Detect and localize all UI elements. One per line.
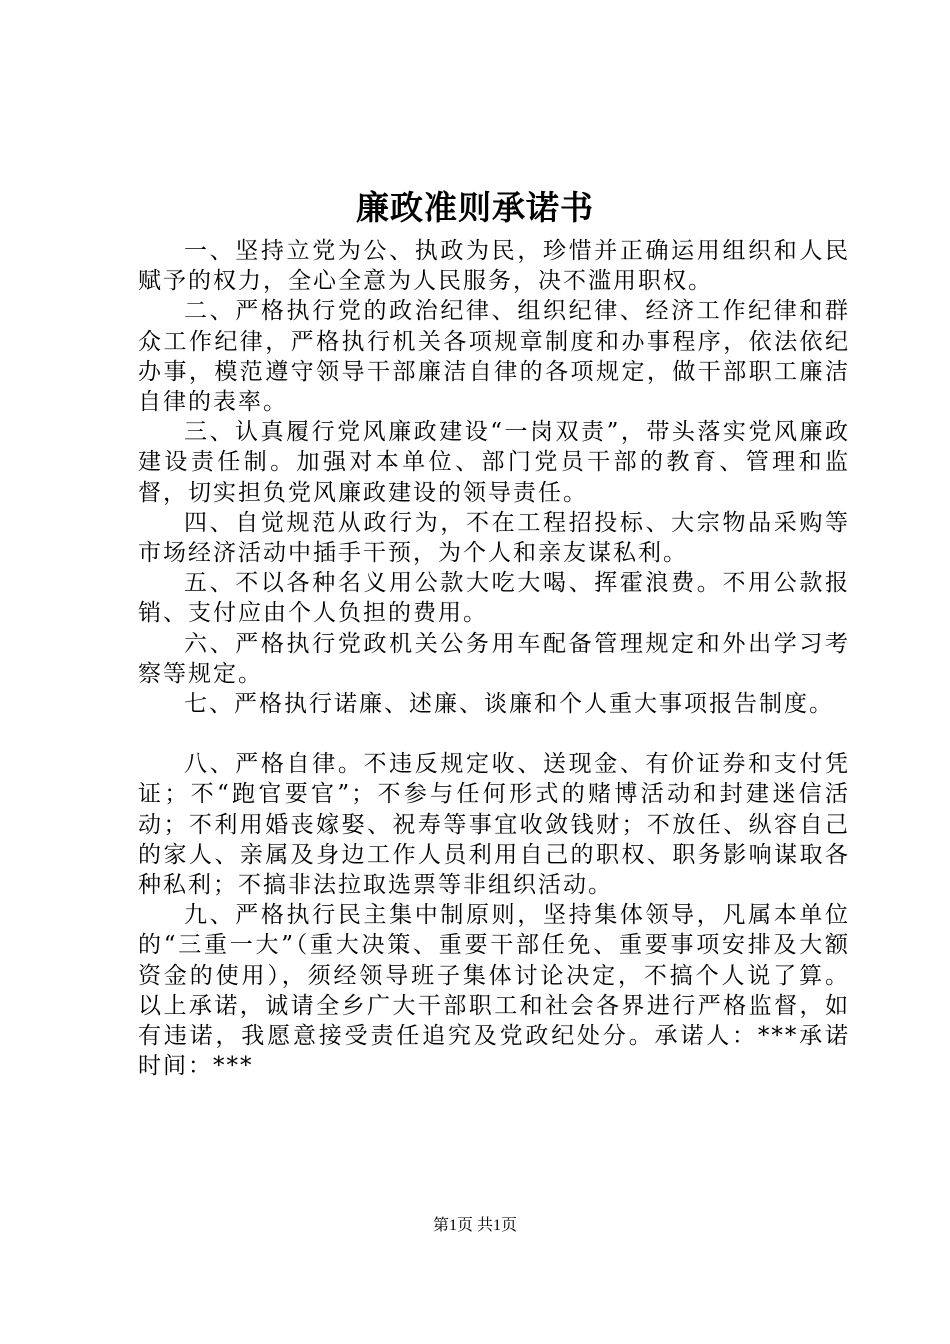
paragraph-3: 三、认真履行党风廉政建设“一岗双责”，带头落实党风廉政建设责任制。加强对本单位、部门党员干部的教育、管理和监督，切实担负党风廉政建设的领导责任。: [138, 419, 850, 506]
document-body: [138, 236, 850, 1081]
paragraph-4: 四、自觉规范从政行为，不在工程招投标、大宗物品采购等市场经济活动中插手干预，为个人和亲友谋私利。: [138, 509, 850, 567]
paragraph-1: 一、坚持立党为公、执政为民，珍惜并正确运用组织和人民赋予的权力，全心全意为人民服务，决不滥用职权。: [138, 238, 850, 295]
paragraph-2: 二、严格执行党的政治纪律、组织纪律、经济工作纪律和群众工作纪律，严格执行机关各项规章制度和办事程序，依法依纪办事，模范遵守领导干部廉洁自律的各项规定，做干部职工廉洁自律的表率。: [138, 298, 850, 416]
paragraph-5: 五、不以各种名义用公款大吃大喝、挥霍浪费。不用公款报销、支付应由个人负担的费用。: [138, 570, 850, 627]
paragraph-8: 八、严格自律。不违反规定收、送现金、有价证券和支付凭证；不“跑官要官”；不参与任何形式的赌博活动和封建迷信活动；不利用婚丧嫁娶、祝寿等事宜收敛钱财；不放任、纵容自己的家人、亲属及身边工作人员利用自己的职权、职务影响谋取各种私利；不搞非法拉取选票等非组织活动。: [138, 751, 850, 899]
page-title: 廉政准则承诺书: [356, 188, 594, 227]
page-number-footer: 第1页 共1页: [432, 1217, 517, 1234]
paragraph-9: 九、严格执行民主集中制原则，坚持集体领导，凡属本单位的“三重一大”（重大决策、重要干部任免、重要事项安排及大额资金的使用），须经领导班子集体讨论决定，不搞个人说了算。以上承诺，诚请全乡广大干部职工和社会各界进行严格监督，如有违诺，我愿意接受责任追究及党政纪处分。承诺人：***承诺时间：***: [138, 902, 850, 1080]
paragraph-6: 六、严格执行党政机关公务用车配备管理规定和外出学习考察等规定。: [138, 630, 850, 687]
paragraph-7: 七、严格执行诺廉、述廉、谈廉和个人重大事项报告制度。: [184, 691, 834, 718]
